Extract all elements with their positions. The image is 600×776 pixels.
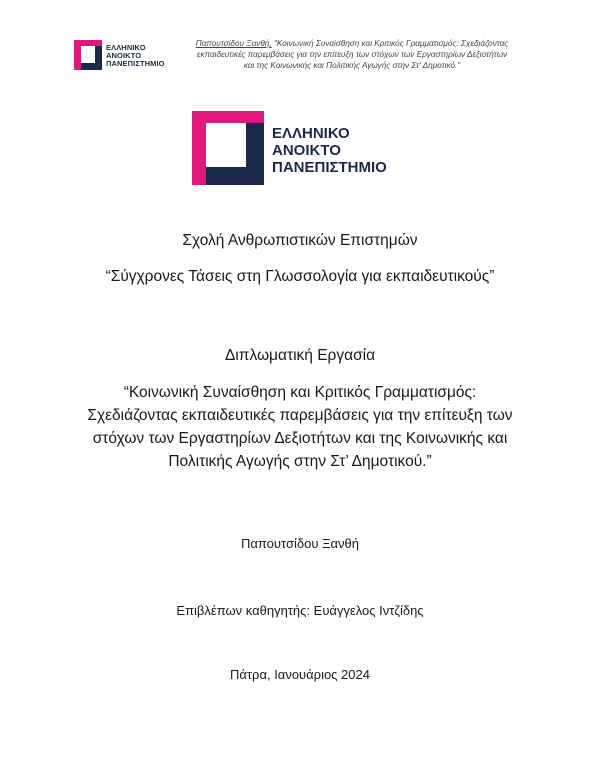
logo-line-2: ΑΝΟΙΚΤΟ	[272, 142, 341, 159]
school-name: Σχολή Ανθρωπιστικών Επιστημών	[182, 232, 418, 249]
program-name: “Σύγχρονες Τάσεις στη Γλωσσολογία για εκπαιδευτικούς”	[105, 268, 495, 285]
logo-small-text	[106, 44, 165, 68]
place-date: Πάτρα, Ιανουάριος 2024	[230, 667, 370, 682]
running-author: Παπουτσίδου Ξανθή,	[195, 39, 272, 48]
logo-line-3: ΠΑΝΕΠΙΣΤΗΜΙΟ	[272, 159, 387, 176]
thesis-title-line-2: Σχεδιάζοντας εκπαιδευτικές παρεμβάσεις για την επίτευξη των	[87, 407, 513, 424]
running-title-line-2: εκπαιδευτικές παρεμβάσεις για την επίτευξη των στόχων των Εργαστηρίων Δεξιοτήτων	[196, 50, 508, 59]
logo-small-line-1: ΕΛΛΗΝΙΚΟ	[106, 43, 146, 52]
running-title-line-3: και της Κοινωνικής και Πολιτικής Αγωγής στην Στ' Δημοτικό."	[243, 61, 461, 70]
university-logo-icon	[192, 111, 264, 185]
logo-text	[272, 125, 387, 176]
running-title-text-1: "Κοινωνική Συναίσθηση και Κριτικός Γραμματισμός: Σχεδιάζοντας	[273, 39, 509, 48]
thesis-title-line-3: στόχων των Εργαστηρίων Δεξιοτήτων και της Κοινωνικής και	[92, 430, 508, 447]
author-name: Παπουτσίδου Ξανθή	[240, 536, 359, 551]
thesis-title-line-4: Πολιτικής Αγωγής στην Στ’ Δημοτικού.”	[168, 453, 432, 470]
running-header	[74, 38, 534, 78]
eap-logo	[192, 111, 392, 187]
thesis-title-line-1: “Κοινωνική Συναίσθηση και Κριτικός Γραμματισμός:	[123, 384, 477, 401]
logo-line-1: ΕΛΛΗΝΙΚΟ	[272, 125, 350, 142]
logo-small-line-3: ΠΑΝΕΠΙΣΤΗΜΙΟ	[106, 59, 165, 68]
running-title	[166, 38, 538, 71]
eap-logo-small	[74, 40, 164, 74]
supervisor: Επιβλέπων καθηγητής: Ευάγγελος Ιντζίδης	[176, 603, 424, 618]
logo-small-line-2: ΑΝΟΙΚΤΟ	[106, 51, 142, 60]
university-logo-mark-icon	[74, 40, 102, 70]
running-title-line-1	[166, 38, 538, 49]
document-type: Διπλωματική Εργασία	[224, 347, 376, 364]
